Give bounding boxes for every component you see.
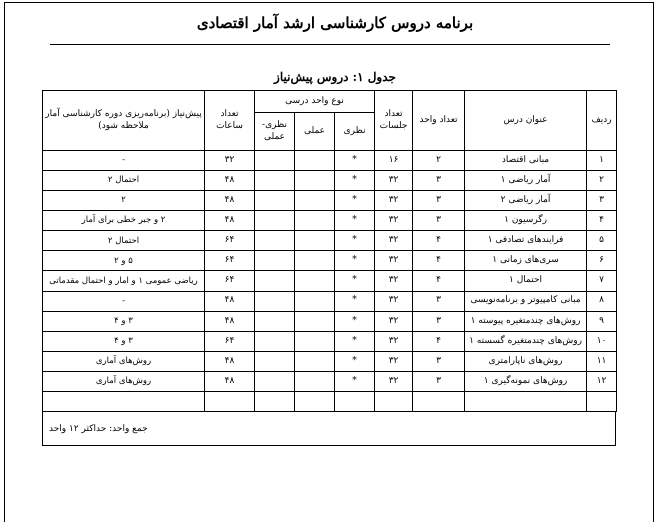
cell-theory: *	[335, 291, 375, 311]
cell-units: ۳	[413, 311, 465, 331]
cell-title: روش‌های چندمتغیره پیوسته ۱	[465, 311, 587, 331]
cell-theory: *	[335, 371, 375, 391]
cell-prereq: ۳ و ۴	[43, 331, 205, 351]
table-body	[43, 151, 617, 392]
courses-table	[42, 90, 617, 412]
table-row	[43, 311, 617, 331]
cell-units: ۳	[413, 171, 465, 191]
cell-no: ۸	[587, 291, 617, 311]
document-title: برنامه دروس کارشناسی ارشد آمار اقتصادی	[196, 14, 474, 32]
cell-sessions: ۳۲	[375, 331, 413, 351]
cell-title: فرایندهای تصادفی ۱	[465, 231, 587, 251]
cell-units: ۴	[413, 271, 465, 291]
cell-no: ۴	[587, 211, 617, 231]
cell-prereq: روش‌های آماری	[43, 371, 205, 391]
cell-practical	[295, 311, 335, 331]
table-row	[43, 171, 617, 191]
cell-units: ۳	[413, 291, 465, 311]
cell-theory-practical	[255, 291, 295, 311]
cell-prereq: -	[43, 291, 205, 311]
cell-no: ۹	[587, 311, 617, 331]
cell-theory: *	[335, 311, 375, 331]
cell-practical	[295, 291, 335, 311]
cell-hours: ۴۸	[205, 311, 255, 331]
header-theory: نظری	[335, 113, 375, 151]
cell-theory: *	[335, 231, 375, 251]
cell-title: مبانی کامپیوتر و برنامه‌نویسی	[465, 291, 587, 311]
header-unit-type: نوع واحد درسی	[255, 91, 375, 113]
cell-title: روش‌های نمونه‌گیری ۱	[465, 371, 587, 391]
cell-prereq: ریاضی عمومی ۱ و امار و احتمال مقدماتی	[43, 271, 205, 291]
cell-title: رگرسیون ۱	[465, 211, 587, 231]
cell-title: سری‌های زمانی ۱	[465, 251, 587, 271]
cell-practical	[295, 231, 335, 251]
cell-units: ۴	[413, 331, 465, 351]
cell-theory-practical	[255, 171, 295, 191]
table-row	[43, 151, 617, 171]
cell-no: ۵	[587, 231, 617, 251]
cell-theory-practical	[255, 371, 295, 391]
cell-prereq: ۳ و ۴	[43, 311, 205, 331]
cell-units: ۴	[413, 251, 465, 271]
cell-practical	[295, 191, 335, 211]
table-row	[43, 291, 617, 311]
cell-practical	[295, 351, 335, 371]
cell-sessions: ۳۲	[375, 311, 413, 331]
cell-prereq: ۲ و جبر خطی برای آمار	[43, 211, 205, 231]
cell-sessions: ۳۲	[375, 231, 413, 251]
table-row	[43, 371, 617, 391]
cell-prereq: روش‌های آماری	[43, 351, 205, 371]
cell-theory-practical	[255, 251, 295, 271]
empty-row	[43, 392, 617, 412]
cell-sessions: ۳۲	[375, 371, 413, 391]
cell-hours: ۶۴	[205, 331, 255, 351]
cell-theory-practical	[255, 231, 295, 251]
cell-practical	[295, 151, 335, 171]
cell-prereq: -	[43, 151, 205, 171]
cell-theory: *	[335, 211, 375, 231]
cell-units: ۳	[413, 371, 465, 391]
cell-prereq: احتمال ۲	[43, 231, 205, 251]
cell-sessions: ۳۲	[375, 211, 413, 231]
cell-practical	[295, 211, 335, 231]
cell-practical	[295, 371, 335, 391]
cell-units: ۳	[413, 211, 465, 231]
cell-units: ۴	[413, 231, 465, 251]
cell-title: احتمال ۱	[465, 271, 587, 291]
footer-total-box	[42, 412, 616, 446]
header-units: تعداد واحد	[413, 91, 465, 151]
header-practical: عملی	[295, 113, 335, 151]
cell-practical	[295, 271, 335, 291]
cell-units: ۳	[413, 191, 465, 211]
cell-hours: ۳۲	[205, 151, 255, 171]
cell-practical	[295, 331, 335, 351]
cell-no: ۳	[587, 191, 617, 211]
cell-theory: *	[335, 331, 375, 351]
cell-no: ۱	[587, 151, 617, 171]
cell-units: ۲	[413, 151, 465, 171]
cell-hours: ۴۸	[205, 171, 255, 191]
cell-hours: ۴۸	[205, 211, 255, 231]
cell-hours: ۴۸	[205, 351, 255, 371]
cell-prereq: ۲	[43, 191, 205, 211]
table-row	[43, 191, 617, 211]
cell-title: روش‌های چندمتغیره گسسته ۱	[465, 331, 587, 351]
cell-hours: ۶۴	[205, 251, 255, 271]
header-prerequisite: پیش‌نیاز (برنامه‌ریزی دوره کارشناسی آمار ملاحظه شود)	[43, 91, 205, 151]
cell-no: ۱۱	[587, 351, 617, 371]
cell-practical	[295, 251, 335, 271]
header-row-no: ردیف	[587, 91, 617, 151]
cell-theory-practical	[255, 351, 295, 371]
header-hours: تعداد ساعات	[205, 91, 255, 151]
table-row	[43, 351, 617, 371]
cell-title: آمار ریاضی ۱	[465, 171, 587, 191]
table-row	[43, 211, 617, 231]
cell-theory: *	[335, 171, 375, 191]
cell-title: آمار ریاضی ۲	[465, 191, 587, 211]
cell-sessions: ۳۲	[375, 351, 413, 371]
table-row	[43, 231, 617, 251]
cell-prereq: احتمال ۲	[43, 171, 205, 191]
header-theory-practical: نظری-عملی	[255, 113, 295, 151]
cell-hours: ۴۸	[205, 371, 255, 391]
cell-sessions: ۳۲	[375, 271, 413, 291]
cell-theory-practical	[255, 151, 295, 171]
cell-theory: *	[335, 191, 375, 211]
cell-sessions: ۳۲	[375, 251, 413, 271]
cell-theory-practical	[255, 191, 295, 211]
cell-no: ۲	[587, 171, 617, 191]
header-course-title: عنوان درس	[465, 91, 587, 151]
cell-no: ۷	[587, 271, 617, 291]
cell-no: ۱۰	[587, 331, 617, 351]
cell-sessions: ۳۲	[375, 291, 413, 311]
cell-sessions: ۱۶	[375, 151, 413, 171]
cell-title: روش‌های ناپارامتری	[465, 351, 587, 371]
cell-theory: *	[335, 271, 375, 291]
cell-theory: *	[335, 351, 375, 371]
table-row	[43, 271, 617, 291]
cell-hours: ۴۸	[205, 191, 255, 211]
cell-theory-practical	[255, 331, 295, 351]
cell-theory: *	[335, 251, 375, 271]
cell-hours: ۶۴	[205, 271, 255, 291]
cell-theory: *	[335, 151, 375, 171]
cell-practical	[295, 171, 335, 191]
table-caption: جدول ۱: دروس پیش‌نیاز	[274, 70, 396, 84]
cell-hours: ۶۴	[205, 231, 255, 251]
table-row	[43, 251, 617, 271]
cell-hours: ۴۸	[205, 291, 255, 311]
cell-units: ۳	[413, 351, 465, 371]
cell-theory-practical	[255, 271, 295, 291]
cell-theory-practical	[255, 211, 295, 231]
cell-prereq: ۵ و ۲	[43, 251, 205, 271]
title-rule	[50, 44, 610, 45]
footer-total: جمع واحد: حداکثر ۱۲ واحد	[49, 424, 148, 434]
cell-sessions: ۳۲	[375, 191, 413, 211]
cell-no: ۱۲	[587, 371, 617, 391]
cell-no: ۶	[587, 251, 617, 271]
header-sessions: تعداد جلسات	[375, 91, 413, 151]
cell-title: مبانی اقتصاد	[465, 151, 587, 171]
table-row	[43, 331, 617, 351]
cell-sessions: ۳۲	[375, 171, 413, 191]
cell-theory-practical	[255, 311, 295, 331]
